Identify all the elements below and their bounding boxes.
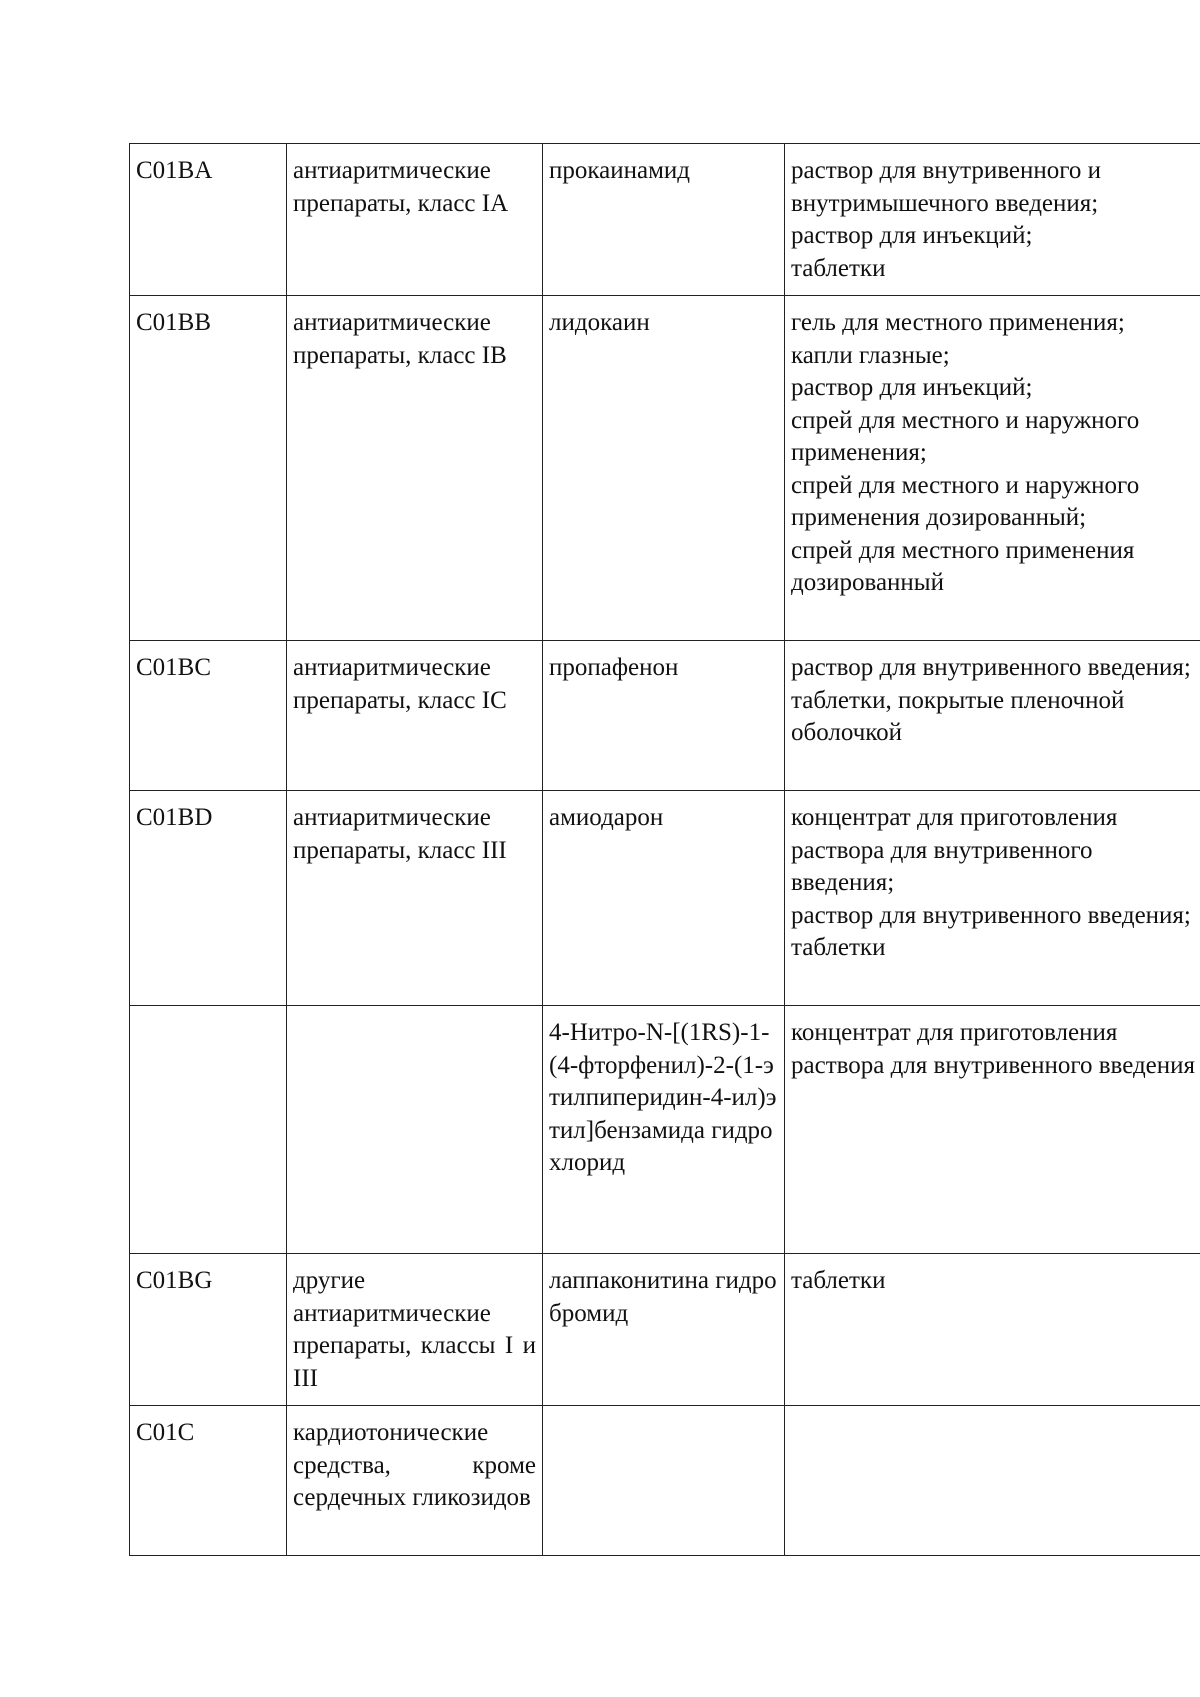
dosage-form: раствор для инъекций;	[791, 222, 1033, 249]
dosage-forms-cell	[785, 1406, 1200, 1556]
drug-name-cell: прокаинамид	[543, 144, 785, 296]
atc-code-cell: C01BG	[130, 1254, 287, 1406]
drug-name-cell: лидокаин	[543, 296, 785, 641]
drug-table	[129, 143, 1200, 1556]
dosage-forms-cell	[785, 296, 1200, 641]
atc-code-cell: C01BD	[130, 791, 287, 1006]
drug-name-cell: пропафенон	[543, 641, 785, 791]
dosage-form: таблетки	[791, 254, 886, 282]
drug-name-cell: амиодарон	[543, 791, 785, 1006]
atc-code-cell: C01BA	[130, 144, 287, 296]
dosage-form: концентрат для приготовления раствора для внутривенного введения;	[791, 804, 1118, 896]
dosage-form: спрей для местного и наружного применения;	[791, 406, 1140, 466]
dosage-form: раствор для внутривенного и внутримышечного введения;	[791, 157, 1102, 217]
table-row	[130, 791, 1200, 1006]
atc-code-cell: C01C	[130, 1406, 287, 1556]
dosage-form: гель для местного применения;	[791, 309, 1125, 336]
atc-code-cell: C01BC	[130, 641, 287, 791]
dosage-form: раствор для инъекций;	[791, 374, 1033, 401]
table-row	[130, 1254, 1200, 1406]
group-cell: антиаритмические препараты, класс III	[287, 791, 543, 1006]
dosage-form: раствор для внутривенного введения;	[791, 901, 1191, 929]
table-row	[130, 144, 1200, 296]
dosage-form: спрей для местного и наружного применения дозированный;	[791, 471, 1140, 531]
group-cell: кардиотонические средства, кроме сердечных гликозидов	[287, 1406, 543, 1556]
dosage-forms-cell	[785, 641, 1200, 791]
drug-name-cell	[543, 1406, 785, 1556]
atc-code-cell: C01BB	[130, 296, 287, 641]
dosage-form: концентрат для приготовления раствора для внутривенного введения	[791, 1019, 1196, 1079]
table-row	[130, 641, 1200, 791]
dosage-form: раствор для внутривенного введения;	[791, 654, 1191, 681]
group-cell	[287, 1006, 543, 1254]
table-row	[130, 296, 1200, 641]
dosage-form: спрей для местного применения дозированный	[791, 536, 1135, 596]
document-page	[129, 143, 1196, 1556]
dosage-forms-cell	[785, 791, 1200, 1006]
dosage-forms-cell	[785, 1254, 1200, 1406]
dosage-form: таблетки	[791, 934, 886, 961]
drug-name-cell: лаппаконитина гидробромид	[543, 1254, 785, 1406]
group-cell: антиаритмические препараты, класс IB	[287, 296, 543, 641]
dosage-form: таблетки	[791, 1267, 886, 1294]
table-row	[130, 1006, 1200, 1254]
group-cell: другие антиаритмические препараты, классы I и III	[287, 1254, 543, 1406]
dosage-forms-cell	[785, 144, 1200, 296]
group-cell: антиаритмические препараты, класс IC	[287, 641, 543, 791]
dosage-forms-cell	[785, 1006, 1200, 1254]
atc-code-cell	[130, 1006, 287, 1254]
group-cell: антиаритмические препараты, класс IA	[287, 144, 543, 296]
table-row	[130, 1406, 1200, 1556]
dosage-form: таблетки, покрытые пленочной оболочкой	[791, 686, 1125, 746]
dosage-form: капли глазные;	[791, 341, 950, 369]
drug-name-cell: 4-Нитро-N-[(1RS)-1-(4-фторфенил)-2-(1-этилпиперидин-4-ил)этил]бензамида гидрохлорид	[543, 1006, 785, 1254]
